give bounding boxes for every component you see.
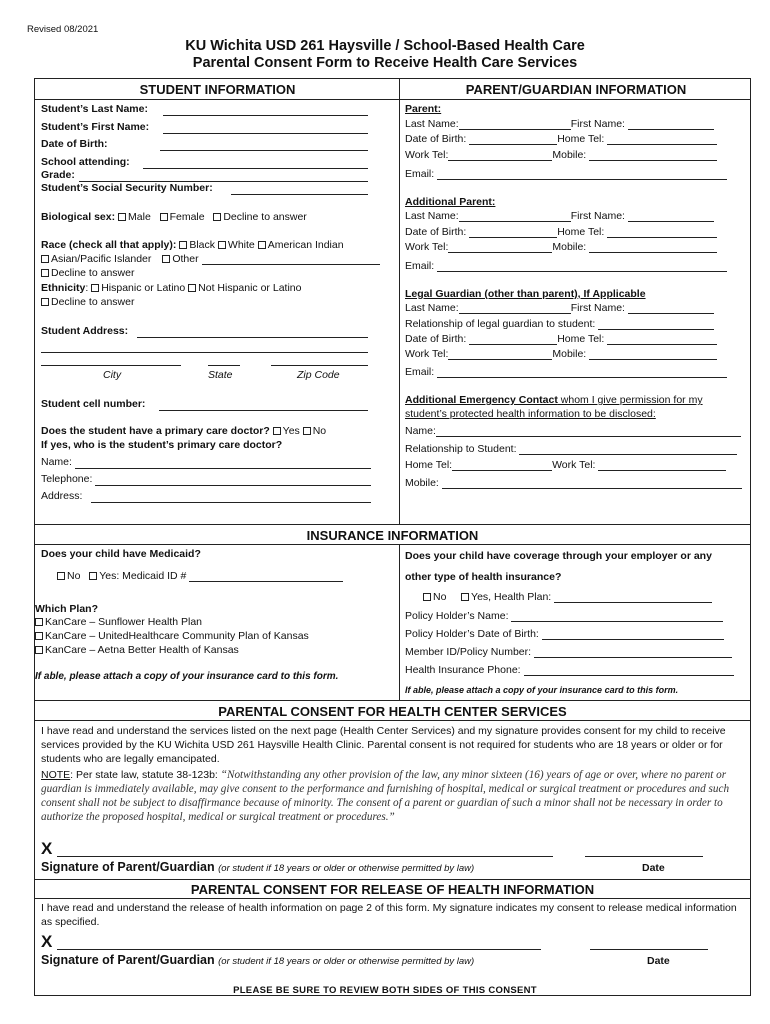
pcp-telephone-field[interactable]	[95, 476, 371, 486]
emergency-mobile-field[interactable]	[442, 479, 742, 489]
emergency-home-tel-field[interactable]	[452, 461, 552, 471]
sex-male-checkbox[interactable]	[118, 213, 126, 221]
emergency-work-tel-label: Work Tel:	[552, 459, 596, 471]
add-parent-last-name-field[interactable]	[459, 212, 571, 222]
race-american-indian-checkbox[interactable]	[258, 241, 266, 249]
legal-dob-row	[405, 333, 717, 345]
release-signature-field[interactable]	[57, 938, 541, 950]
parent-work-tel-field[interactable]	[448, 151, 552, 161]
emergency-name-label: Name:	[405, 425, 436, 437]
sex-label: Biological sex:	[41, 211, 116, 223]
form-subtitle: Parental Consent Form to Receive Health Care Services	[192, 55, 578, 71]
add-parent-last-name-label: Last Name:	[405, 210, 459, 222]
coverage-no-checkbox[interactable]	[423, 593, 431, 601]
insurance-phone-label: Health Insurance Phone:	[405, 664, 521, 676]
add-parent-name-row	[405, 210, 714, 222]
legal-email-field[interactable]	[437, 368, 727, 378]
zip-label: Zip Code	[297, 369, 340, 381]
legal-email-row	[405, 366, 727, 378]
plan1-row	[35, 616, 202, 628]
city-field[interactable]	[41, 356, 181, 366]
medicaid-yes-checkbox[interactable]	[89, 572, 97, 580]
add-parent-work-tel-label: Work Tel:	[405, 241, 449, 253]
note-label: NOTE	[41, 769, 71, 781]
consent-services-signature-note: (or student if 18 years or older or otherwise permitted by law)	[218, 863, 475, 874]
legal-last-name-field[interactable]	[459, 304, 571, 314]
add-parent-email-field[interactable]	[437, 262, 727, 272]
divider	[35, 99, 750, 100]
legal-relationship-label: Relationship of legal guardian to student:	[405, 318, 596, 330]
parent-work-tel-label: Work Tel:	[405, 149, 449, 161]
coverage-answer-row	[423, 591, 712, 603]
add-parent-work-tel-field[interactable]	[448, 243, 552, 253]
emergency-name-row	[405, 425, 741, 437]
signature-x-mark: X	[41, 839, 53, 858]
parent-mobile-label: Mobile:	[552, 149, 587, 161]
sex-female-label: Female	[169, 211, 205, 223]
city-label: City	[103, 369, 122, 381]
race-black-checkbox[interactable]	[179, 241, 187, 249]
eth-not-hispanic-label: Not Hispanic or Latino	[198, 282, 302, 294]
ethnicity-row: Ethnicity: Hispanic or Latino Not Hispanic or Latino	[41, 282, 302, 294]
add-parent-mobile-field[interactable]	[589, 243, 717, 253]
plan3-checkbox[interactable]	[35, 646, 43, 654]
emergency-relationship-field[interactable]	[519, 445, 737, 455]
legal-last-name-label: Last Name:	[405, 302, 459, 314]
revised-date: Revised 08/2021	[27, 24, 99, 35]
divider	[35, 898, 750, 899]
which-plan-label: Which Plan?	[35, 603, 98, 615]
consent-services-signature-field[interactable]	[57, 845, 553, 857]
medicaid-no-checkbox[interactable]	[57, 572, 65, 580]
release-date-field[interactable]	[590, 938, 708, 950]
parent-mobile-field[interactable]	[589, 151, 717, 161]
policy-dob-label: Policy Holder’s Date of Birth:	[405, 628, 539, 640]
legal-home-tel-field[interactable]	[607, 335, 717, 345]
legal-home-tel-label: Home Tel:	[557, 333, 605, 345]
consent-release-paragraph: I have read and understand the release of health information on page 2 of this form. My signature indicates my consent to release medical information as specified.	[41, 902, 737, 928]
add-parent-email-row	[405, 260, 727, 272]
sex-decline-label: Decline to answer	[223, 211, 307, 223]
health-plan-field[interactable]	[554, 593, 712, 603]
student-first-name-field[interactable]	[163, 124, 368, 134]
policy-name-label: Policy Holder’s Name:	[405, 610, 509, 622]
guardian-info-heading: PARENT/GUARDIAN INFORMATION	[465, 82, 687, 97]
race-label: Race (check all that apply):	[41, 239, 177, 251]
parent-dob-label: Date of Birth:	[405, 133, 467, 145]
add-parent-home-tel-label: Home Tel:	[557, 226, 605, 238]
insurance-phone-row	[405, 664, 734, 676]
column-divider	[399, 544, 400, 700]
parent-home-tel-label: Home Tel:	[557, 133, 605, 145]
state-label: State	[208, 369, 233, 381]
coverage-question-2: other type of health insurance?	[405, 571, 562, 583]
emergency-title-row	[405, 394, 703, 406]
add-parent-first-name-label: First Name:	[570, 210, 625, 222]
pcp-row	[41, 425, 326, 437]
student-dob-field[interactable]	[160, 141, 368, 151]
divider	[35, 524, 750, 525]
plan2-label: KanCare – UnitedHealthcare Community Plan of Kansas	[45, 630, 309, 642]
legal-first-name-label: First Name:	[570, 302, 625, 314]
legal-relationship-row	[405, 318, 714, 330]
emergency-work-tel-field[interactable]	[598, 461, 726, 471]
pcp-address-field[interactable]	[91, 493, 371, 503]
plan3-label: KanCare – Aetna Better Health of Kansas	[45, 644, 239, 656]
pcp-question: Does the student have a primary care doctor?	[41, 425, 270, 437]
coverage-yes-label: Yes, Health Plan:	[471, 591, 552, 603]
emergency-phone-row	[405, 459, 726, 471]
legal-guardian-title: Legal Guardian (other than parent), If Applicable	[405, 288, 646, 300]
parent-title: Parent:	[405, 103, 442, 115]
student-cell-label: Student cell number:	[41, 398, 146, 410]
statute-quote: “Notwithstanding any other provision of the law, any minor sixteen (16) years of age or over, where no parent or guardian is immediately available, may give consent to the performance and furnishing of hospital, medical or surgical treatment or procedures and such consent shall not be subject to disaffirmance because of minority. The consent of a parent or guardian of such a minor shall not be necessary in order to authorize the proposed hospital, medical or surgical treatment or procedures.”	[41, 769, 730, 823]
race-row	[41, 239, 344, 251]
add-parent-home-tel-field[interactable]	[607, 228, 717, 238]
eth-decline-row	[41, 296, 134, 308]
legal-mobile-field[interactable]	[589, 350, 717, 360]
parent-first-name-field[interactable]	[628, 120, 714, 130]
medicaid-no-label: No	[67, 570, 81, 582]
pcp-name-field[interactable]	[75, 459, 371, 469]
emergency-name-field[interactable]	[436, 427, 741, 437]
emergency-home-tel-label: Home Tel:	[405, 459, 453, 471]
emergency-mobile-row	[405, 477, 742, 489]
release-signature-label: Signature of Parent/Guardian	[41, 953, 215, 967]
pcp-no-checkbox[interactable]	[303, 427, 311, 435]
pcp-yes-label: Yes	[282, 425, 300, 437]
insurance-heading: INSURANCE INFORMATION	[306, 528, 479, 543]
legal-dob-label: Date of Birth:	[405, 333, 467, 345]
parent-work-row	[405, 149, 717, 161]
footer-note: PLEASE BE SURE TO REVIEW BOTH SIDES OF THIS CONSENT	[233, 985, 537, 996]
race-decline-label: Decline to answer	[51, 267, 135, 279]
race-white-checkbox[interactable]	[218, 241, 226, 249]
student-dob-label: Date of Birth:	[41, 138, 108, 150]
divider	[35, 700, 750, 701]
member-id-row	[405, 646, 732, 658]
medicaid-answer-row	[57, 570, 343, 582]
legal-email-label: Email:	[405, 366, 435, 378]
eth-not-hispanic-checkbox[interactable]	[188, 284, 196, 292]
add-parent-dob-row	[405, 226, 717, 238]
add-parent-work-row	[405, 241, 717, 253]
consent-services-date-field[interactable]	[585, 845, 703, 857]
consent-release-heading: PARENTAL CONSENT FOR RELEASE OF HEALTH INFORMATION	[190, 882, 595, 897]
add-parent-dob-label: Date of Birth:	[405, 226, 467, 238]
parent-last-name-field[interactable]	[459, 120, 571, 130]
student-first-name-label: Student’s First Name:	[41, 121, 150, 133]
parent-home-tel-field[interactable]	[607, 135, 717, 145]
sex-decline-checkbox[interactable]	[213, 213, 221, 221]
form-frame	[34, 78, 751, 996]
race-decline-checkbox[interactable]	[41, 269, 49, 277]
parent-name-row	[405, 118, 714, 130]
legal-first-name-field[interactable]	[628, 304, 714, 314]
parent-email-label: Email:	[405, 168, 435, 180]
race-other-checkbox[interactable]	[162, 255, 170, 263]
school-field[interactable]	[143, 159, 368, 169]
parent-email-field[interactable]	[437, 170, 727, 180]
legal-work-row	[405, 348, 717, 360]
grade-label: Grade:	[41, 169, 75, 181]
consent-services-heading: PARENTAL CONSENT FOR HEALTH CENTER SERVICES	[218, 704, 567, 719]
plan1-checkbox[interactable]	[35, 618, 43, 626]
ssn-field[interactable]	[231, 185, 368, 195]
student-info-heading: STUDENT INFORMATION	[139, 82, 296, 97]
parent-last-name-label: Last Name:	[405, 118, 459, 130]
zip-field[interactable]	[271, 356, 368, 366]
student-address-label: Student Address:	[41, 325, 129, 337]
consent-services-signature-label-row	[41, 860, 474, 874]
race-asian-label: Asian/Pacific Islander	[51, 253, 152, 265]
divider	[35, 720, 750, 721]
divider	[35, 879, 750, 880]
pcp-telephone-label: Telephone:	[41, 473, 93, 485]
member-id-label: Member ID/Policy Number:	[405, 646, 532, 658]
release-date-label: Date	[647, 955, 670, 967]
biological-sex-row	[41, 211, 307, 223]
ssn-label: Student’s Social Security Number:	[41, 182, 213, 194]
pcp-address-label: Address:	[41, 490, 83, 502]
pcp-name-label: Name:	[41, 456, 72, 468]
ethnicity-label: Ethnicity	[41, 282, 86, 294]
policy-dob-row	[405, 628, 724, 640]
release-signature-x-mark: X	[41, 932, 53, 951]
emergency-mobile-label: Mobile:	[405, 477, 439, 489]
policy-name-row	[405, 610, 723, 622]
add-parent-email-label: Email:	[405, 260, 435, 272]
state-field[interactable]	[208, 356, 240, 366]
insurance-phone-field[interactable]	[524, 666, 734, 676]
eth-decline-label: Decline to answer	[51, 296, 135, 308]
eth-decline-checkbox[interactable]	[41, 298, 49, 306]
consent-services-date-label: Date	[642, 862, 665, 874]
medicaid-question: Does your child have Medicaid?	[41, 548, 201, 560]
note-text: : Per state law, statute 38-123b:	[70, 769, 221, 781]
coverage-yes-checkbox[interactable]	[461, 593, 469, 601]
add-parent-dob-field[interactable]	[469, 228, 557, 238]
plan1-label: KanCare – Sunflower Health Plan	[45, 616, 203, 628]
sex-female-checkbox[interactable]	[160, 213, 168, 221]
medicaid-id-field[interactable]	[189, 572, 343, 582]
consent-services-signature-label: Signature of Parent/Guardian	[41, 860, 215, 874]
add-parent-mobile-label: Mobile:	[552, 241, 587, 253]
coverage-no-label: No	[433, 591, 447, 603]
legal-dob-field[interactable]	[469, 335, 557, 345]
student-cell-field[interactable]	[159, 401, 368, 411]
medicaid-yes-label: Yes: Medicaid ID #	[99, 570, 187, 582]
student-last-name-field[interactable]	[163, 106, 368, 116]
emergency-relationship-row	[405, 443, 737, 455]
form-title: KU Wichita USD 261 Haysville / School-Based Health Care	[185, 38, 585, 54]
legal-work-tel-field[interactable]	[448, 350, 552, 360]
pcp-no-label: No	[312, 425, 327, 437]
policy-dob-field[interactable]	[542, 630, 724, 640]
race-white-label: White	[227, 239, 255, 251]
eth-hispanic-label: Hispanic or Latino	[101, 282, 186, 294]
student-address-field-2[interactable]	[41, 343, 368, 353]
emergency-title-rest: whom I give permission for my	[557, 394, 703, 406]
emergency-subtitle: student’s protected health information to be disclosed:	[405, 408, 656, 420]
parent-email-row	[405, 168, 727, 180]
grade-field[interactable]	[79, 172, 368, 182]
legal-mobile-label: Mobile:	[552, 348, 587, 360]
parent-first-name-label: First Name:	[570, 118, 625, 130]
race-other-field[interactable]	[202, 255, 380, 265]
policy-name-field[interactable]	[511, 612, 723, 622]
sex-male-label: Male	[128, 211, 151, 223]
legal-name-row	[405, 302, 714, 314]
attach-card-note-left: If able, please attach a copy of your insurance card to this form.	[35, 671, 339, 682]
parent-dob-row	[405, 133, 717, 145]
release-signature-label-row	[41, 953, 474, 967]
state-law-note	[41, 768, 747, 824]
coverage-question: Does your child have coverage through your employer or any	[405, 550, 712, 562]
emergency-title: Additional Emergency Contact	[405, 394, 558, 406]
divider	[35, 544, 750, 545]
additional-parent-title: Additional Parent:	[405, 196, 496, 208]
legal-relationship-field[interactable]	[598, 320, 714, 330]
parent-dob-field[interactable]	[469, 135, 557, 145]
plan2-checkbox[interactable]	[35, 632, 43, 640]
pcp-who-label: If yes, who is the student’s primary care doctor?	[41, 439, 283, 451]
student-address-field[interactable]	[137, 328, 368, 338]
race-asian-checkbox[interactable]	[41, 255, 49, 263]
column-divider	[399, 79, 400, 524]
plan2-row	[35, 630, 309, 642]
add-parent-first-name-field[interactable]	[628, 212, 714, 222]
legal-work-tel-label: Work Tel:	[405, 348, 449, 360]
race-american-indian-label: American Indian	[267, 239, 344, 251]
race-other-label: Other	[172, 253, 199, 265]
race-decline-row	[41, 267, 134, 279]
emergency-relationship-label: Relationship to Student:	[405, 443, 517, 455]
pcp-yes-checkbox[interactable]	[273, 427, 281, 435]
student-last-name-label: Student’s Last Name:	[41, 103, 148, 115]
member-id-field[interactable]	[534, 648, 732, 658]
plan3-row	[35, 644, 239, 656]
race-row-2	[41, 253, 380, 265]
school-label: School attending:	[41, 156, 130, 168]
consent-services-paragraph: I have read and understand the services listed on the next page (Health Center Services) and my signature provides consent for my child to receive services provided by the KU Wichita USD 261 Haysville Health Clinic. Parental consent is not required for students who are 18 years or older or for students who are legally emancipated.	[41, 725, 726, 765]
eth-hispanic-checkbox[interactable]	[91, 284, 99, 292]
attach-card-note-right: If able, please attach a copy of your insurance card to this form.	[405, 685, 679, 695]
release-signature-note: (or student if 18 years or older or otherwise permitted by law)	[218, 956, 475, 967]
race-black-label: Black	[189, 239, 215, 251]
